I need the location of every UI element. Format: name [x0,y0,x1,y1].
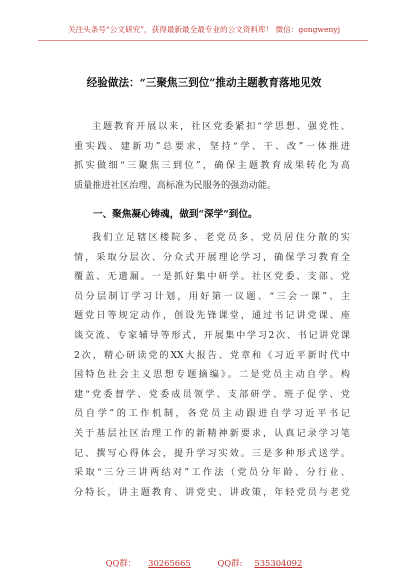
body-line: 2次，精心研读党的XX大报告、党章和《习近平新时代中 [74,349,350,361]
section1-paragraph [74,228,350,502]
body-line: 员自学”的工作机制，各党员主动跟进自学习近平书记 [74,408,350,420]
body-line: 关于基层社区治理工作的新精神新要求，认真记录学习笔 [74,427,350,439]
body-line: 记、撰写心得体会，提升学习实效。三是多种形式送学。 [74,447,350,459]
body-line: 我们立足辖区楼院多、老党员多、党员居住分散的实 [92,232,350,243]
body-line: 员分层制订学习计划，用好第一议题、“三会一课”、主 [74,290,350,302]
intro-line: 主题教育开展以来，社区党委紧扣“学思想、强党性、 [92,121,350,132]
banner-text: 关注头条号“公文研究”，获得最新最全最专业的公文资料库！ 微信：gongwenyj [67,25,341,34]
qq-group-2 [211,558,308,568]
qq-group-1 [100,558,197,568]
body-line: 题党日等规定动作，创设先锋课堂，通过书记讲党课、座 [74,310,350,322]
body-line: 覆盖、无遗漏。一是抓好集中研学。社区党委、支部、党 [74,271,350,283]
qq-number[interactable]: 30265665 [148,558,191,568]
intro-line: 质量推进社区治理、高标准为民服务的强劲动能。 [74,179,277,191]
document-title: 经验做法：“三聚焦三到位”推动主题教育落地见效 [86,77,322,89]
footer-contacts [0,557,408,569]
body-line: 国特色社会主义思想专题摘编》。二是党员主动自学。构 [74,369,350,381]
body-line: 采取“三分三讲两结对”工作法（党员分年龄、分行业、 [74,467,350,479]
section-heading: 一、聚焦凝心铸魂，做到“深学”到位。 [93,209,258,220]
body-line: 情，采取分层次、分众式开展理论学习，确保学习教育全 [74,251,350,263]
intro-line: 重实践、建新功”总要求，坚持“学、干、改”一体推进 [74,140,350,152]
qq-number[interactable]: 535304092 [254,558,303,568]
body-line: 分特长，讲主题教育、讲党史、讲政策，年轻党员与老党 [74,486,350,498]
qq-label: QQ群: [217,558,243,568]
header-divider [38,40,368,41]
intro-line: 抓实做细“三聚焦三到位”，确保主题教育成果转化为高 [74,160,350,172]
body-line: 建“党委督学、党委成员领学、支部研学、班子促学、党 [74,388,350,400]
qq-label: QQ群： [105,558,137,568]
header-banner [0,6,408,36]
body-line: 谈交流、专家辅导等形式，开展集中学习2次、书记讲党课 [74,329,350,341]
intro-paragraph [74,117,350,195]
